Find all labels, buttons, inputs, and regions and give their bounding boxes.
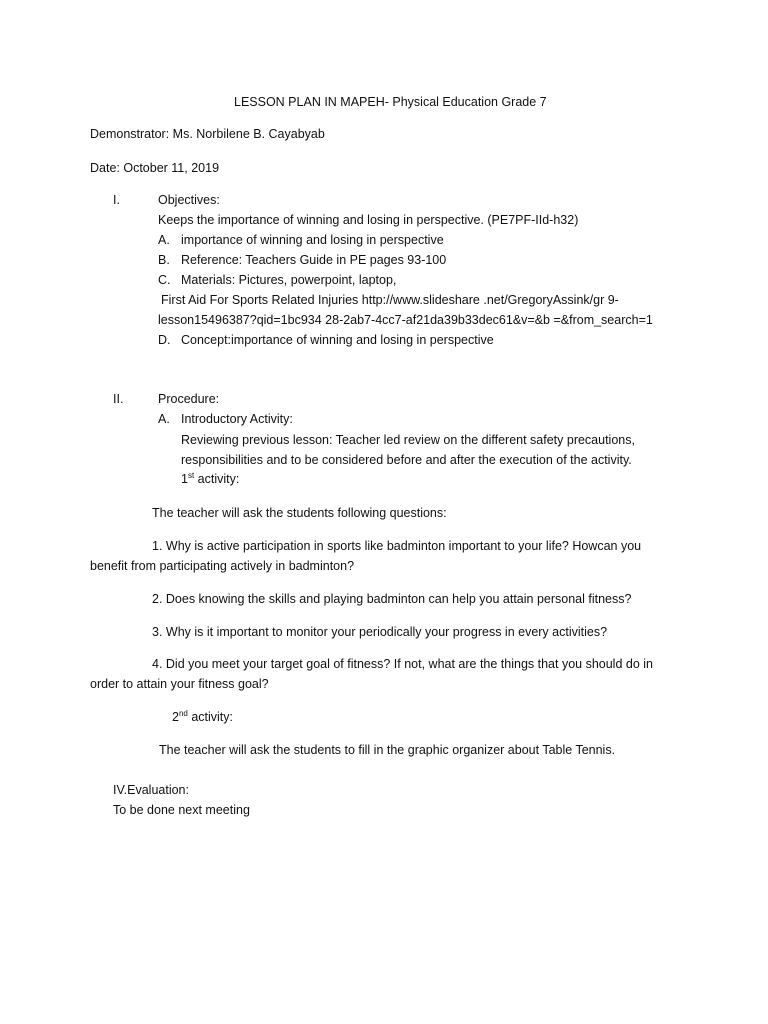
- activity-1-number: 1: [181, 472, 188, 486]
- question-2: 2. Does knowing the skills and playing badminton can help you attain personal fitness?: [152, 592, 632, 606]
- question-4-line-1: 4. Did you meet your target goal of fitness? If not, what are the things that you should do in: [152, 657, 653, 671]
- question-3: 3. Why is it important to monitor your periodically your progress in every activities?: [152, 625, 608, 639]
- objective-statement: Keeps the importance of winning and losing in perspective. (PE7PF-IId-h32): [158, 213, 579, 227]
- activity-1-label: [181, 471, 239, 487]
- item-a-letter: A.: [158, 233, 170, 247]
- document-title: LESSON PLAN IN MAPEH- Physical Education Grade 7: [234, 95, 547, 109]
- reference-link-line-1: First Aid For Sports Related Injuries http://www.slideshare .net/GregoryAssink/gr 9-: [161, 293, 619, 307]
- section-2-heading: Procedure:: [158, 392, 220, 406]
- section-2-numeral: II.: [113, 392, 124, 406]
- activity-2-ordinal: nd: [178, 709, 188, 718]
- activity-2-label: [172, 709, 233, 725]
- item-c-text: Materials: Pictures, powerpoint, laptop,: [181, 273, 397, 287]
- date-line: Date: October 11, 2019: [90, 161, 220, 175]
- item-c-letter: C.: [158, 273, 171, 287]
- item-a-text: importance of winning and losing in perspective: [181, 233, 444, 247]
- sub-a-text: Introductory Activity:: [181, 412, 293, 426]
- section-1-heading: Objectives:: [158, 193, 220, 207]
- questions-intro: The teacher will ask the students following questions:: [152, 506, 447, 520]
- item-d-letter: D.: [158, 333, 171, 347]
- demonstrator-line: Demonstrator: Ms. Norbilene B. Cayabyab: [90, 127, 325, 141]
- item-b-letter: B.: [158, 253, 170, 267]
- section-4-heading: IV.Evaluation:: [113, 783, 189, 797]
- item-d-text: Concept:importance of winning and losing in perspective: [181, 333, 494, 347]
- section-1-numeral: I.: [113, 193, 120, 207]
- reference-link-line-2: lesson15496387?qid=1bc934 28-2ab7-4cc7-af21da39b33dec61&v=&b =&from_search=1: [158, 313, 653, 327]
- question-1-line-1: 1. Why is active participation in sports like badminton important to your life? Howcan you: [152, 539, 642, 553]
- activity-1-ordinal: st: [187, 471, 195, 480]
- activity-2-number: 2: [172, 710, 179, 724]
- question-1-line-2: benefit from participating actively in badminton?: [90, 559, 355, 573]
- sub-a-letter: A.: [158, 412, 170, 426]
- question-4-line-2: order to attain your fitness goal?: [90, 677, 269, 691]
- section-4-text: To be done next meeting: [113, 803, 250, 817]
- activity-2-text: activity:: [187, 710, 234, 724]
- review-line-1: Reviewing previous lesson: Teacher led review on the different safety precautions,: [181, 433, 635, 447]
- review-line-2: responsibilities and to be considered before and after the execution of the activity.: [181, 453, 632, 467]
- item-b-text: Reference: Teachers Guide in PE pages 93-100: [181, 253, 447, 267]
- graphic-organizer-instruction: The teacher will ask the students to fill in the graphic organizer about Table Tennis.: [159, 743, 616, 757]
- activity-1-text: activity:: [194, 472, 240, 486]
